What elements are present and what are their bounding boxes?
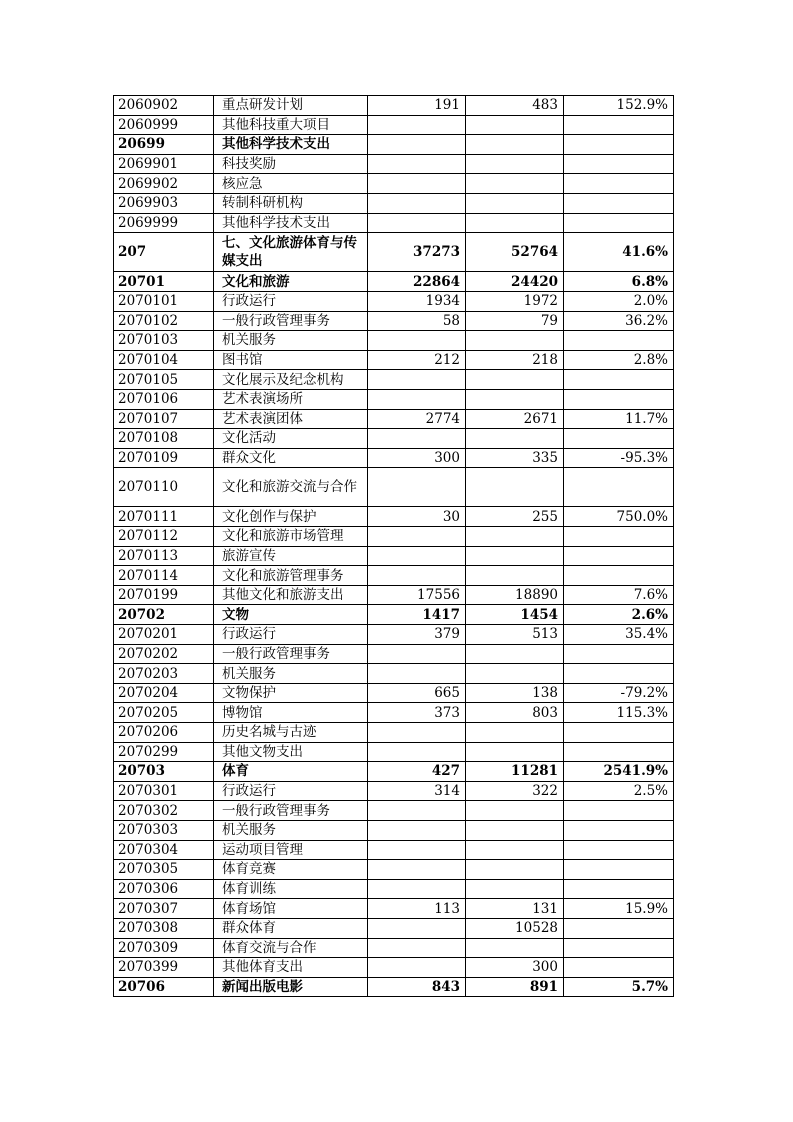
code-cell: 2070202 xyxy=(114,644,214,664)
table-row xyxy=(114,193,674,213)
percent-cell xyxy=(564,918,674,938)
table-body xyxy=(114,96,674,997)
value-cell-2: 803 xyxy=(466,703,564,723)
code-cell: 2070306 xyxy=(114,879,214,899)
name-cell: 行政运行 xyxy=(214,291,368,311)
value-cell-1: 22864 xyxy=(368,272,466,292)
code-cell: 2070307 xyxy=(114,899,214,919)
value-cell-1: 373 xyxy=(368,703,466,723)
table-row xyxy=(114,135,674,155)
name-cell: 体育场馆 xyxy=(214,899,368,919)
percent-cell: -95.3% xyxy=(564,448,674,468)
code-cell: 2070205 xyxy=(114,703,214,723)
code-cell: 2070302 xyxy=(114,801,214,821)
value-cell-1: 58 xyxy=(368,311,466,331)
code-cell: 2070299 xyxy=(114,742,214,762)
percent-cell xyxy=(564,154,674,174)
value-cell-2: 131 xyxy=(466,899,564,919)
value-cell-1 xyxy=(368,723,466,743)
name-cell: 新闻出版电影 xyxy=(214,977,368,997)
value-cell-2 xyxy=(466,742,564,762)
name-cell: 文化展示及纪念机构 xyxy=(214,370,368,390)
percent-cell: 2.5% xyxy=(564,781,674,801)
name-cell: 重点研发计划 xyxy=(214,96,368,116)
value-cell-1 xyxy=(368,174,466,194)
value-cell-2 xyxy=(466,527,564,547)
code-cell: 2070103 xyxy=(114,331,214,351)
name-cell: 体育训练 xyxy=(214,879,368,899)
name-cell: 体育交流与合作 xyxy=(214,938,368,958)
table-row xyxy=(114,683,674,703)
code-cell: 2070109 xyxy=(114,448,214,468)
value-cell-1 xyxy=(368,389,466,409)
table-row xyxy=(114,781,674,801)
name-cell: 一般行政管理事务 xyxy=(214,801,368,821)
code-cell: 2070108 xyxy=(114,429,214,449)
value-cell-2 xyxy=(466,644,564,664)
table-row xyxy=(114,918,674,938)
percent-cell xyxy=(564,742,674,762)
percent-cell xyxy=(564,370,674,390)
value-cell-2 xyxy=(466,879,564,899)
table-row xyxy=(114,703,674,723)
code-cell: 2070104 xyxy=(114,350,214,370)
value-cell-2: 300 xyxy=(466,958,564,978)
code-cell: 2070106 xyxy=(114,389,214,409)
value-cell-1: 379 xyxy=(368,625,466,645)
code-cell: 2070304 xyxy=(114,840,214,860)
name-cell: 博物馆 xyxy=(214,703,368,723)
value-cell-1: 1417 xyxy=(368,605,466,625)
table-row xyxy=(114,154,674,174)
value-cell-1 xyxy=(368,820,466,840)
value-cell-2: 255 xyxy=(466,507,564,527)
value-cell-2: 18890 xyxy=(466,585,564,605)
value-cell-2 xyxy=(466,566,564,586)
value-cell-2: 79 xyxy=(466,311,564,331)
table-row xyxy=(114,958,674,978)
value-cell-2 xyxy=(466,193,564,213)
percent-cell: 15.9% xyxy=(564,899,674,919)
percent-cell xyxy=(564,566,674,586)
value-cell-1: 2774 xyxy=(368,409,466,429)
value-cell-2 xyxy=(466,546,564,566)
percent-cell xyxy=(564,664,674,684)
value-cell-1 xyxy=(368,115,466,135)
percent-cell xyxy=(564,527,674,547)
percent-cell xyxy=(564,468,674,507)
name-cell: 一般行政管理事务 xyxy=(214,311,368,331)
name-cell: 文化和旅游 xyxy=(214,272,368,292)
table-row xyxy=(114,389,674,409)
code-cell: 2070305 xyxy=(114,860,214,880)
code-cell: 2060902 xyxy=(114,96,214,116)
name-cell: 其他科学技术支出 xyxy=(214,135,368,155)
percent-cell: 41.6% xyxy=(564,233,674,272)
value-cell-2 xyxy=(466,840,564,860)
name-cell: 行政运行 xyxy=(214,781,368,801)
percent-cell xyxy=(564,193,674,213)
table-row xyxy=(114,115,674,135)
name-cell: 其他文化和旅游支出 xyxy=(214,585,368,605)
table-row xyxy=(114,429,674,449)
table-row xyxy=(114,409,674,429)
table-row xyxy=(114,350,674,370)
value-cell-2: 335 xyxy=(466,448,564,468)
percent-cell xyxy=(564,820,674,840)
value-cell-1: 30 xyxy=(368,507,466,527)
percent-cell: 2.6% xyxy=(564,605,674,625)
code-cell: 2069901 xyxy=(114,154,214,174)
value-cell-1: 212 xyxy=(368,350,466,370)
table-row xyxy=(114,213,674,233)
value-cell-1: 113 xyxy=(368,899,466,919)
table-row xyxy=(114,977,674,997)
value-cell-1 xyxy=(368,370,466,390)
table-row xyxy=(114,585,674,605)
value-cell-1 xyxy=(368,664,466,684)
table-row xyxy=(114,899,674,919)
value-cell-1 xyxy=(368,840,466,860)
value-cell-2 xyxy=(466,801,564,821)
value-cell-1 xyxy=(368,860,466,880)
value-cell-2 xyxy=(466,429,564,449)
table-row xyxy=(114,331,674,351)
name-cell: 艺术表演团体 xyxy=(214,409,368,429)
name-cell: 文化活动 xyxy=(214,429,368,449)
code-cell: 2070113 xyxy=(114,546,214,566)
code-cell: 2070201 xyxy=(114,625,214,645)
budget-table xyxy=(113,95,674,997)
value-cell-2: 891 xyxy=(466,977,564,997)
percent-cell xyxy=(564,546,674,566)
name-cell: 其他科学技术支出 xyxy=(214,213,368,233)
value-cell-1: 427 xyxy=(368,762,466,782)
value-cell-1: 300 xyxy=(368,448,466,468)
value-cell-2 xyxy=(466,860,564,880)
value-cell-2: 322 xyxy=(466,781,564,801)
percent-cell: 5.7% xyxy=(564,977,674,997)
value-cell-1 xyxy=(368,527,466,547)
code-cell: 2070101 xyxy=(114,291,214,311)
value-cell-1 xyxy=(368,918,466,938)
name-cell: 机关服务 xyxy=(214,331,368,351)
table-row xyxy=(114,468,674,507)
code-cell: 2069999 xyxy=(114,213,214,233)
value-cell-1: 17556 xyxy=(368,585,466,605)
name-cell: 行政运行 xyxy=(214,625,368,645)
value-cell-2: 24420 xyxy=(466,272,564,292)
table-row xyxy=(114,879,674,899)
value-cell-2 xyxy=(466,820,564,840)
percent-cell: -79.2% xyxy=(564,683,674,703)
name-cell: 体育竞赛 xyxy=(214,860,368,880)
table-row xyxy=(114,644,674,664)
value-cell-1: 191 xyxy=(368,96,466,116)
table-row xyxy=(114,527,674,547)
percent-cell: 2541.9% xyxy=(564,762,674,782)
table-row xyxy=(114,938,674,958)
percent-cell: 35.4% xyxy=(564,625,674,645)
value-cell-1: 37273 xyxy=(368,233,466,272)
value-cell-2: 10528 xyxy=(466,918,564,938)
name-cell: 文化和旅游管理事务 xyxy=(214,566,368,586)
value-cell-2 xyxy=(466,370,564,390)
code-cell: 2060999 xyxy=(114,115,214,135)
code-cell: 20703 xyxy=(114,762,214,782)
code-cell: 2070102 xyxy=(114,311,214,331)
value-cell-1 xyxy=(368,742,466,762)
name-cell: 一般行政管理事务 xyxy=(214,644,368,664)
value-cell-2 xyxy=(466,938,564,958)
value-cell-1 xyxy=(368,213,466,233)
code-cell: 2069902 xyxy=(114,174,214,194)
table-row xyxy=(114,742,674,762)
percent-cell xyxy=(564,840,674,860)
percent-cell xyxy=(564,801,674,821)
value-cell-2: 52764 xyxy=(466,233,564,272)
percent-cell: 11.7% xyxy=(564,409,674,429)
table-row xyxy=(114,96,674,116)
percent-cell xyxy=(564,213,674,233)
table-row xyxy=(114,664,674,684)
name-cell: 文化和旅游交流与合作 xyxy=(214,468,368,507)
code-cell: 2070199 xyxy=(114,585,214,605)
value-cell-2: 138 xyxy=(466,683,564,703)
code-cell: 2069903 xyxy=(114,193,214,213)
code-cell: 2070114 xyxy=(114,566,214,586)
value-cell-2 xyxy=(466,115,564,135)
table-row xyxy=(114,311,674,331)
code-cell: 2070203 xyxy=(114,664,214,684)
name-cell: 历史名城与古迹 xyxy=(214,723,368,743)
value-cell-1: 843 xyxy=(368,977,466,997)
name-cell: 文物 xyxy=(214,605,368,625)
value-cell-2 xyxy=(466,213,564,233)
percent-cell: 36.2% xyxy=(564,311,674,331)
value-cell-1 xyxy=(368,135,466,155)
table-row xyxy=(114,448,674,468)
code-cell: 2070110 xyxy=(114,468,214,507)
name-cell: 机关服务 xyxy=(214,820,368,840)
value-cell-1: 665 xyxy=(368,683,466,703)
percent-cell: 7.6% xyxy=(564,585,674,605)
percent-cell xyxy=(564,958,674,978)
name-cell: 科技奖励 xyxy=(214,154,368,174)
name-cell: 体育 xyxy=(214,762,368,782)
code-cell: 2070303 xyxy=(114,820,214,840)
value-cell-2 xyxy=(466,723,564,743)
value-cell-2: 218 xyxy=(466,350,564,370)
value-cell-1: 1934 xyxy=(368,291,466,311)
code-cell: 20706 xyxy=(114,977,214,997)
name-cell: 文化创作与保护 xyxy=(214,507,368,527)
table-row xyxy=(114,762,674,782)
value-cell-2 xyxy=(466,389,564,409)
value-cell-1 xyxy=(368,193,466,213)
value-cell-2 xyxy=(466,174,564,194)
code-cell: 2070111 xyxy=(114,507,214,527)
name-cell: 文物保护 xyxy=(214,683,368,703)
percent-cell: 6.8% xyxy=(564,272,674,292)
table-row xyxy=(114,801,674,821)
value-cell-2: 1972 xyxy=(466,291,564,311)
code-cell: 20699 xyxy=(114,135,214,155)
percent-cell: 152.9% xyxy=(564,96,674,116)
percent-cell xyxy=(564,331,674,351)
table-row xyxy=(114,820,674,840)
name-cell: 七、文化旅游体育与传媒支出 xyxy=(214,233,368,272)
code-cell: 20702 xyxy=(114,605,214,625)
code-cell: 2070206 xyxy=(114,723,214,743)
code-cell: 2070107 xyxy=(114,409,214,429)
percent-cell: 2.0% xyxy=(564,291,674,311)
value-cell-1 xyxy=(368,938,466,958)
name-cell: 群众文化 xyxy=(214,448,368,468)
percent-cell xyxy=(564,938,674,958)
table-row xyxy=(114,507,674,527)
percent-cell xyxy=(564,115,674,135)
value-cell-2 xyxy=(466,154,564,174)
value-cell-1 xyxy=(368,468,466,507)
value-cell-2: 513 xyxy=(466,625,564,645)
code-cell: 207 xyxy=(114,233,214,272)
code-cell: 2070204 xyxy=(114,683,214,703)
table-row xyxy=(114,370,674,390)
value-cell-1 xyxy=(368,644,466,664)
name-cell: 转制科研机构 xyxy=(214,193,368,213)
name-cell: 运动项目管理 xyxy=(214,840,368,860)
value-cell-2: 2671 xyxy=(466,409,564,429)
value-cell-2: 11281 xyxy=(466,762,564,782)
name-cell: 核应急 xyxy=(214,174,368,194)
table-row xyxy=(114,723,674,743)
value-cell-2 xyxy=(466,135,564,155)
table-row xyxy=(114,566,674,586)
value-cell-1 xyxy=(368,566,466,586)
code-cell: 2070399 xyxy=(114,958,214,978)
code-cell: 2070112 xyxy=(114,527,214,547)
code-cell: 2070301 xyxy=(114,781,214,801)
percent-cell xyxy=(564,135,674,155)
table-row xyxy=(114,605,674,625)
value-cell-2: 483 xyxy=(466,96,564,116)
table-row xyxy=(114,860,674,880)
name-cell: 其他科技重大项目 xyxy=(214,115,368,135)
code-cell: 20701 xyxy=(114,272,214,292)
percent-cell: 2.8% xyxy=(564,350,674,370)
name-cell: 旅游宣传 xyxy=(214,546,368,566)
value-cell-2 xyxy=(466,331,564,351)
percent-cell: 750.0% xyxy=(564,507,674,527)
table-row xyxy=(114,546,674,566)
value-cell-1 xyxy=(368,331,466,351)
code-cell: 2070105 xyxy=(114,370,214,390)
name-cell: 艺术表演场所 xyxy=(214,389,368,409)
name-cell: 其他体育支出 xyxy=(214,958,368,978)
name-cell: 群众体育 xyxy=(214,918,368,938)
table-row xyxy=(114,174,674,194)
name-cell: 机关服务 xyxy=(214,664,368,684)
percent-cell xyxy=(564,879,674,899)
value-cell-1 xyxy=(368,429,466,449)
percent-cell xyxy=(564,860,674,880)
table-row xyxy=(114,291,674,311)
code-cell: 2070309 xyxy=(114,938,214,958)
name-cell: 图书馆 xyxy=(214,350,368,370)
percent-cell: 115.3% xyxy=(564,703,674,723)
table-row xyxy=(114,625,674,645)
name-cell: 文化和旅游市场管理 xyxy=(214,527,368,547)
percent-cell xyxy=(564,429,674,449)
table-row xyxy=(114,272,674,292)
table-row xyxy=(114,233,674,272)
table-row xyxy=(114,840,674,860)
value-cell-1: 314 xyxy=(368,781,466,801)
percent-cell xyxy=(564,174,674,194)
percent-cell xyxy=(564,644,674,664)
code-cell: 2070308 xyxy=(114,918,214,938)
value-cell-2 xyxy=(466,468,564,507)
percent-cell xyxy=(564,389,674,409)
value-cell-2 xyxy=(466,664,564,684)
name-cell: 其他文物支出 xyxy=(214,742,368,762)
value-cell-1 xyxy=(368,958,466,978)
percent-cell xyxy=(564,723,674,743)
value-cell-1 xyxy=(368,546,466,566)
value-cell-1 xyxy=(368,879,466,899)
value-cell-1 xyxy=(368,154,466,174)
value-cell-1 xyxy=(368,801,466,821)
value-cell-2: 1454 xyxy=(466,605,564,625)
